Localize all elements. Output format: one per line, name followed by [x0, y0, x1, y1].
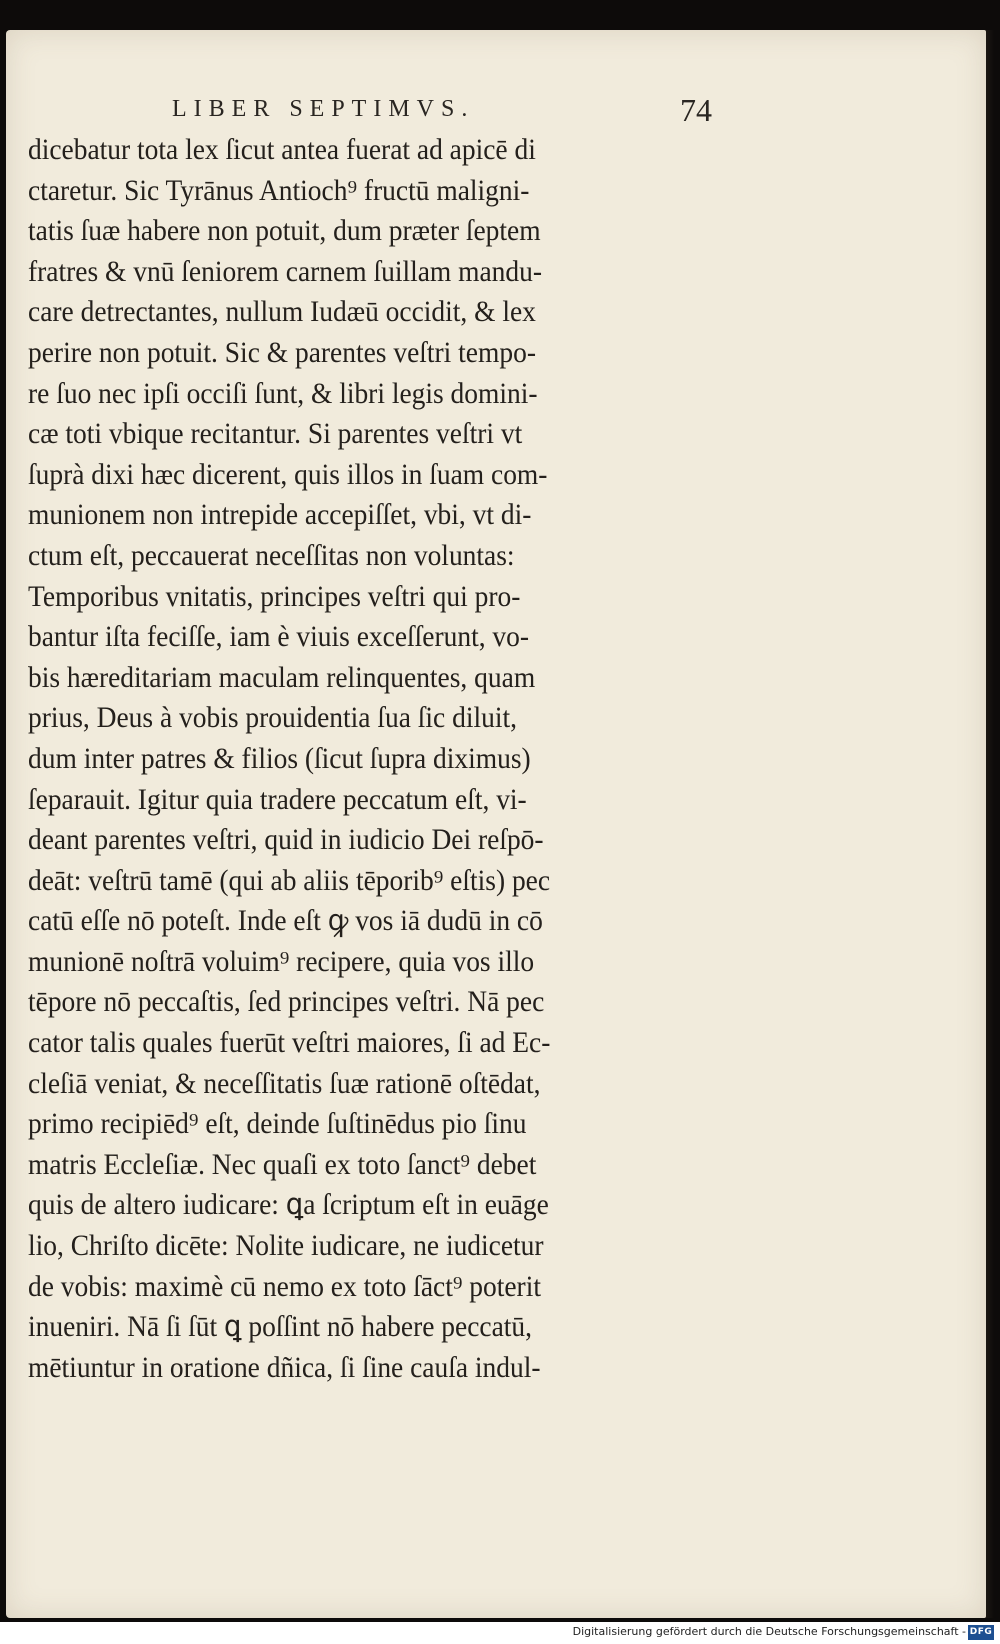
- text-line: perire non potuit. Sic & parentes veſtri tempo-: [28, 336, 536, 369]
- text-line: tēpore nō peccaſtis, ſed principes veſtri. Nā pec: [28, 986, 545, 1019]
- text-line: munionem non intrepide accepiſſet, vbi, vt di-: [28, 499, 532, 532]
- text-line: tatis ſuæ habere non potuit, dum præter ſeptem: [28, 215, 541, 248]
- text-line: deant parentes veſtri, quid in iudicio Dei reſpō-: [28, 824, 544, 857]
- text-line: inueniri. Nā ſi ſūt ꝗ poſſint nō habere peccatū,: [28, 1311, 533, 1344]
- text-line: de vobis: maximè cū nemo ex toto ſāct⁹ poterit: [28, 1270, 541, 1303]
- text-line: Temporibus vnitatis, principes veſtri qui pro-: [28, 580, 521, 613]
- text-line: lio, Chriſto dicēte: Nolite iudicare, ne iudicetur: [28, 1230, 544, 1263]
- text-line: munionē noſtrā voluim⁹ recipere, quia vos illo: [28, 945, 535, 978]
- text-line: cleſiā veniat, & neceſſitatis ſuæ rationē oſtēdat,: [28, 1067, 541, 1100]
- text-line: ſeparauit. Igitur quia tradere peccatum eſt, vi-: [28, 783, 527, 816]
- text-line: care detrectantes, nullum Iudæū occidit, & lex: [28, 296, 536, 329]
- dfg-logo-icon: DFG: [968, 1625, 994, 1640]
- text-line: catū eſſe nō poteſt. Inde eſt ꝙ vos iā dudū in cō: [28, 905, 543, 938]
- text-line: prius, Deus à vobis prouidentia ſua ſic diluit,: [28, 702, 517, 735]
- text-line: primo recipiēd⁹ eſt, deinde ſuſtinēdus pio ſinu: [28, 1108, 527, 1141]
- running-head: [172, 92, 712, 130]
- text-line: dicebatur tota lex ſicut antea fuerat ad apicē di: [28, 134, 536, 166]
- running-head-title: LIBER SEPTIMVS.: [172, 96, 475, 122]
- text-line: ſuprà dixi hæc dicerent, quis illos in ſuam com-: [28, 458, 548, 491]
- body-text: [28, 130, 728, 1388]
- text-line: bantur iſta feciſſe, iam è viuis exceſſerunt, vo-: [28, 621, 530, 654]
- text-line: matris Eccleſiæ. Nec quaſi ex toto ſanct⁹ debet: [28, 1148, 537, 1181]
- text-line: dum inter patres & filios (ſicut ſupra diximus): [28, 742, 531, 775]
- text-line: re ſuo nec ipſi occiſi ſunt, & libri legis domini-: [28, 377, 538, 410]
- text-line: mētiuntur in oratione dñica, ſi ſine cauſa indul-: [28, 1351, 541, 1384]
- text-line: bis hæreditariam maculam relinquentes, quam: [28, 661, 536, 694]
- text-line: ctaretur. Sic Tyrānus Antioch⁹ fructū maligni-: [28, 174, 530, 207]
- page-number: 74: [680, 92, 712, 128]
- text-line: fratres & vnū ſeniorem carnem ſuillam mandu-: [28, 255, 543, 288]
- text-line: ctum eſt, peccauerat neceſſitas non voluntas:: [28, 539, 515, 572]
- funding-credit: Digitalisierung gefördert durch die Deutsche Forschungsgemeinschaft -: [572, 1625, 966, 1638]
- text-line: cæ toti vbique recitantur. Si parentes veſtri vt: [28, 418, 523, 451]
- footer-strip: [0, 1622, 1000, 1644]
- text-line: deāt: veſtrū tamē (qui ab aliis tēporib⁹ eſtis) pec: [28, 864, 551, 897]
- text-line: quis de altero iudicare: ꝗa ſcriptum eſt in euāge: [28, 1189, 549, 1222]
- text-line: cator talis quales fuerūt veſtri maiores, ſi ad Ec-: [28, 1027, 551, 1060]
